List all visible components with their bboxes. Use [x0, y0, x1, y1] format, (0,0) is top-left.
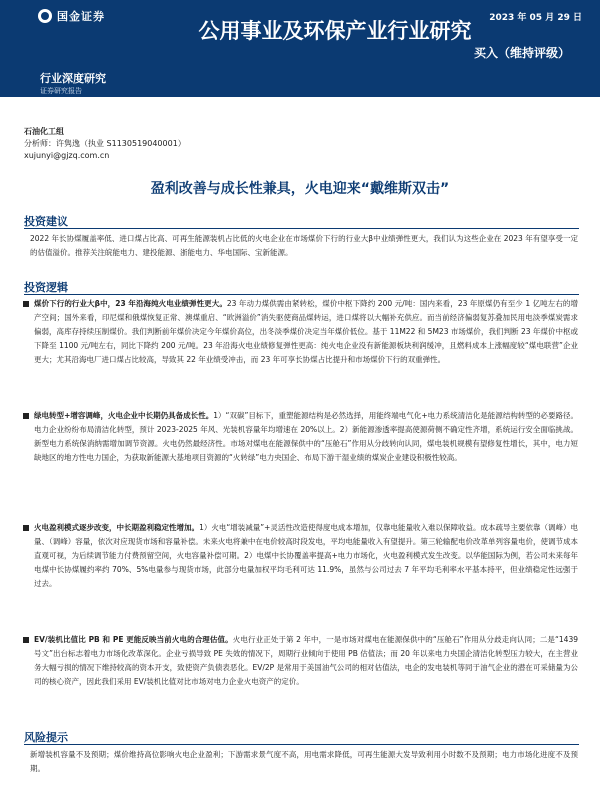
brand-logo	[38, 8, 105, 24]
risk-paragraph: 新增装机容量不及预期；煤价维持高位影响火电企业盈利；下游需求景气度不高，用电需求降低，可再生能源大发导致利用小时数不及预期；电力市场化进度不及预期。	[30, 750, 578, 773]
analyst-name: 分析师：许隽逸（执业 S1130519040001）	[24, 139, 186, 148]
bullet-lead: 绿电转型+增容调峰，火电企业中长期仍具备成长性。	[34, 411, 214, 420]
logic-bullet	[34, 633, 578, 731]
report-header	[0, 0, 600, 97]
analyst-group: 石油化工组	[24, 127, 64, 136]
report-category-title: 公用事业及环保产业行业研究	[198, 19, 472, 43]
main-title: 盈利改善与成长性兼具，火电迎来“戴维斯双击”	[150, 181, 450, 197]
section-title-advice: 投资建议	[24, 215, 68, 228]
logic-bullet	[34, 409, 578, 521]
logo-text: 国金证券	[57, 10, 105, 23]
bullet-lead: 煤价下行的行业大β中，23 年沿海纯火电业绩弹性更大。	[34, 299, 227, 308]
bullet-text: 23 年动力煤供需由紧转松，煤价中枢下降约 200 元/吨：国内来看，23 年原煤仍有至少 1 亿吨左右的增产空间；国外来看，印尼煤和俄煤恢复正常、澳煤重启、“欧洲溢价”消失驱使商品煤转运，进口煤将以大幅补充供应。而当前经济偏弱复苏叠加民用电淡季煤炭需求偏弱，高库存持续压制煤价。我们判断前年煤价决定今年煤价高位，出冬淡季煤价决定当年煤价低位。基于 11M22 和 5M23 市场煤价，我们判断 23 年煤价中枢或下降至 1100 元/吨左右，同比下降约 200 元/吨。23 年沿海火电业绩修复弹性更高：纯火电企业没有新能源板块利润缓冲，且燃料成本上涨幅度较“煤电联营”企业更大；尤其沿海电厂进口煤占比较高，导致其 22 年业绩受冲击，而 23 年可享长协煤占比提升和市场煤价下行的双重弹性。	[34, 299, 578, 364]
bullet-text: 1）火电“增装减量”+灵活性改造使得度电成本增加，仅靠电能量收入难以保障收益。成本疏导主要依靠（调峰）电量、（调峰）容量，依次对应现货市场和容量补偿。未来火电将兼中在电价较高时段发电，平均电能量收入有望提升。第三轮输配电价改革单列容量电价，使调节成本直观可视，为后续调节能力付费预留空间，火电容量补偿可期。2）电煤中长协覆盖率提高+电力市场化，火电盈利模式发生改变。以华能国际为例，若公司未来每年电煤中长协煤履约率约 70%、5%电量参与现货市场，此部分电量加权平均毛利可达 11.9%，虽然与公司过去 7 年平均毛利率水平基本持平，但业绩稳定性远强于过去。	[34, 523, 579, 588]
bullet-text: 1）“双碳”目标下，重塑能源结构是必然选择，用能终端电气化+电力系统清洁化是能源结构转型的必要路径。电力企业纷纷布局清洁化转型，预计 2023-2025 年风、光装机容量年均增速在 20%以上。2）新能源渗透率提高使源荷侧不确定性齐增，系统运行安全面临挑战。新型电力系统保消纳需增加调节资源。火电仍然最经济性。市场对煤电在能源保供中的“压舱石”作用从分歧转向认同，煤电装机规模有望修复性增长，其中，电力短缺地区的地方性电力国企，为获取新能源大基地项目资源的“火转绿”电力央国企、布局下游干湿业绩的煤炭企业建设积极性较高。	[34, 411, 578, 462]
report-subtitle: 证券研究报告	[40, 87, 82, 95]
section-divider	[24, 294, 579, 295]
section-divider	[24, 744, 579, 745]
section-title-risk: 风险提示	[24, 731, 68, 744]
bullet-square-icon	[23, 413, 29, 419]
report-date: 2023 年 05 月 29 日	[489, 13, 582, 23]
analyst-info	[24, 126, 186, 162]
advice-paragraph: 2022 年长协煤履盖率低、进口煤占比高、可再生能源装机占比低的火电企业在市场煤价下行的行业大β中业绩弹性更大，我们认为这些企业在 2023 年有望享受一定的估值溢价。推荐关注皖能电力、建投能源、浙能电力、华电国际、宝新能源。	[30, 234, 578, 257]
bullet-lead: 火电盈利模式逐步改变，中长期盈利稳定性增加。	[34, 523, 200, 532]
bullet-square-icon	[23, 525, 29, 531]
rating-label: 买入（维持评级）	[473, 46, 570, 60]
section-title-logic: 投资逻辑	[24, 281, 68, 294]
bullet-lead: EV/装机比值比 PB 和 PE 更能反映当前火电的合理估值。	[34, 635, 233, 644]
section-divider	[24, 228, 579, 229]
report-type: 行业深度研究	[40, 72, 106, 85]
analyst-email[interactable]: xujunyi@gjzq.com.cn	[24, 151, 110, 160]
logo-mark-icon	[38, 9, 52, 23]
bullet-text: 火电行业正处于第 2 年中，一是市场对煤电在能源保供中的“压舱石”作用从分歧走向认同；二是“1439 号文”出台标志着电力市场化改革深化。企业亏损导致 PE 失效的情况下，周期行业倾向于使用 PB 估值法；而 20 年以来电力央国企清洁化转型压力较大，在主营业务大幅亏损的情况下维持较高的资本开支，致使资产负债表恶化。EV/2P 是常用于美国油气公司的相对估值法，电企的发电装机等同于油气企业的潜在可采储量为公司的核心资产，因此我们采用 EV/装机比值对比市场对电力企业火电资产的定价。	[34, 635, 578, 686]
bullet-square-icon	[23, 637, 29, 643]
logic-bullet	[34, 297, 578, 409]
bullet-square-icon	[23, 301, 29, 307]
logic-bullet	[34, 521, 578, 633]
